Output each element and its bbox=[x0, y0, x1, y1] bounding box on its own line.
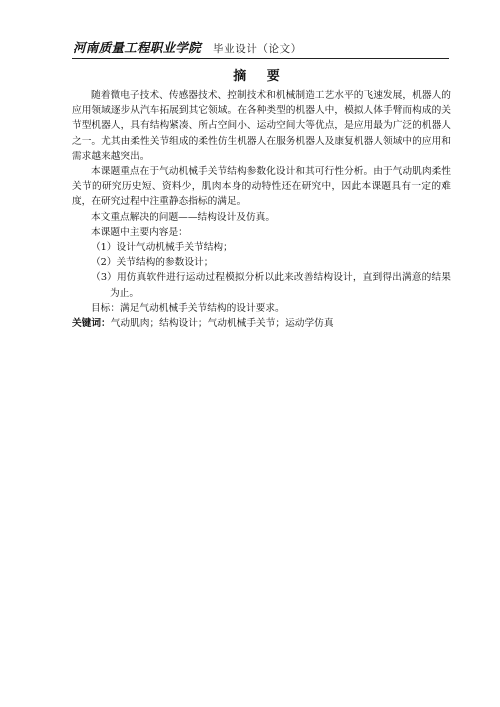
header-document-type: 毕业设计（论文） bbox=[213, 43, 302, 55]
goal-statement: 目标：满足气动机械手关节结构的设计要求。 bbox=[91, 302, 285, 314]
header-school-name: 河南质量工程职业学院 bbox=[73, 40, 202, 55]
abstract-paragraph-4: 本课题中主要内容是： bbox=[91, 226, 188, 238]
abstract-paragraph-3: 本文重点解决的问题——结构设计及仿真。 bbox=[91, 211, 276, 223]
abstract-title: 摘 要 bbox=[233, 69, 288, 84]
header-divider bbox=[72, 58, 449, 59]
keywords-text: 气动肌肉；结构设计；气动机械手关节；运动学仿真 bbox=[110, 318, 334, 330]
abstract-body bbox=[72, 88, 451, 331]
abstract-paragraph-2: 本课题重点在于气动机械手关节结构参数化设计和其可行性分析。由于气动肌肉柔性关节的研究历史短、资料少，肌肉本身的动特性还在研究中，因此本课题具有一定的难度，在研究过程中注重静态指标的满足。 bbox=[72, 166, 451, 208]
content-item-1: （1）设计气动机械手关节结构； bbox=[91, 242, 233, 254]
keywords-label: 关键词： bbox=[72, 318, 111, 330]
keywords-line bbox=[72, 316, 451, 331]
page-header bbox=[73, 38, 449, 58]
content-item-3: （3）用仿真软件进行运动过程模拟分析以此来改善结构设计，直到得出满意的结果为止。 bbox=[91, 272, 451, 299]
abstract-paragraph-1: 随着微电子技术、传感器技术、控制技术和机械制造工艺水平的飞速发展，机器人的应用领域逐步从汽车拓展到其它领域。在各种类型的机器人中，模拟人体手臂而构成的关节型机器人，具有结构紧凑、所占空间小、运动空间大等优点，是应用最为广泛的机器人之一。尤其由柔性关节组成的柔性仿生机器人在服务机器人及康复机器人领域中的应用和需求越来越突出。 bbox=[72, 90, 451, 162]
content-item-2: （2）关节结构的参数设计； bbox=[91, 257, 214, 269]
